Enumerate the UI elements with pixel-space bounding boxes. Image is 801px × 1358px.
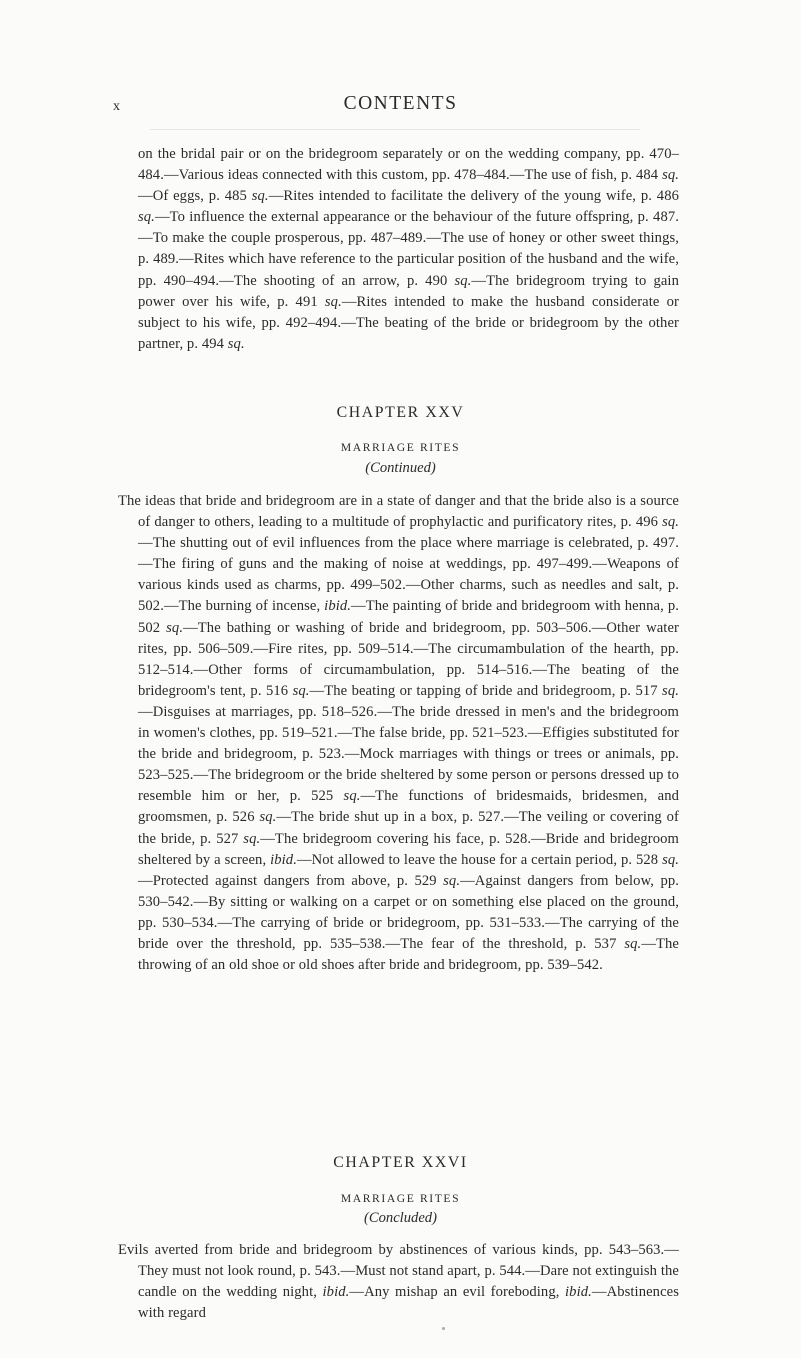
chapter-25-heading: CHAPTER XXV	[336, 404, 465, 421]
running-head	[0, 93, 801, 117]
chapter-26-heading: CHAPTER XXVI	[333, 1154, 468, 1171]
chapter-26-note: (Concluded)	[364, 1210, 437, 1226]
chapter-26-summary: Evils averted from bride and bridegroom by abstinences of various kinds, pp. 543–563.—They must not look round, p. 543.—Must not stand apart, p. 544.—Dare not extinguish the candle on the wedding night, ibid.—Any mishap an evil foreboding, ibid.—Abstinences with regard	[118, 1242, 679, 1322]
running-title: CONTENTS	[343, 93, 458, 114]
chapter-25-note: (Continued)	[365, 460, 436, 476]
header-rule	[150, 129, 640, 130]
chapter-25-subheading: MARRIAGE RITES	[340, 441, 461, 454]
chapter-25-summary: The ideas that bride and bridegroom are in a state of danger and that the bride also is a source of danger to others, leading to a multitude of prophylactic and purificatory rites, p. 496 sq.—The shutting out of evil influences from the place where marriage is celebrated, p. 497.—The firing of guns and the making of noise at weddings, pp. 497–499.—Weapons of various kinds used as charms, pp. 499–502.—Other charms, such as needles and salt, p. 502.—The burning of incense, ibid.—The painting of bride and bridegroom with henna, p. 502 sq.—The bathing or washing of bride and bridegroom, pp. 503–506.—Other water rites, pp. 506–509.—Fire rites, pp. 509–514.—The circumambulation of the hearth, pp. 512–514.—Other forms of circumambulation, pp. 514–516.—The beating of the bridegroom's tent, p. 516 sq.—The beating or tapping of bride and bridegroom, p. 517 sq.—Disguises at marriages, pp. 518–526.—The bride dressed in men's and the bridegroom in women's clothes, pp. 519–521.—The false bride, pp. 521–523.—Effigies substituted for the bride and bridegroom, p. 523.—Mock marriages with things or trees or animals, pp. 523–525.—The bridegroom or the bride sheltered by some person or persons dressed up to resemble him or her, p. 525 sq.—The functions of bridesmaids, bridesmen, and groomsmen, p. 526 sq.—The bride shut up in a box, p. 527.—The veiling or covering of the bride, p. 527 sq.—The bridegroom covering his face, p. 528.—Bride and bridegroom sheltered by a screen, ibid.—Not allowed to leave the house for a certain period, p. 528 sq.—Protected against dangers from above, p. 529 sq.—Against dangers from below, pp. 530–542.—By sitting or walking on a carpet or on something else placed on the ground, pp. 530–534.—The carrying of bride or bridegroom, pp. 531–533.—The carrying of the bride over the threshold, pp. 535–538.—The fear of the threshold, p. 537 sq.—The throwing of an old shoe or old shoes after bride and bridegroom, pp. 539–542.	[118, 493, 680, 974]
contents-paragraph-continued: on the bridal pair or on the bridegroom separately or on the wedding company, pp. 470–484.—Various ideas connected with this custom, pp. 478–484.—The use of fish, p. 484 sq.—Of eggs, p. 485 sq.—Rites intended to facilitate the delivery of the young wife, p. 486 sq.—To influence the external appearance or the behaviour of the future offspring, p. 487.—To make the couple prosperous, pp. 487–489.—The use of honey or other sweet things, p. 489.—Rites which have reference to the particular position of the husband and the wife, pp. 490–494.—The shooting of an arrow, p. 490 sq.—The bridegroom trying to gain power over his wife, p. 491 sq.—Rites intended to make the husband considerate or subject to his wife, pp. 492–494.—The beating of the bride or bridegroom by the other partner, p. 494 sq.	[138, 146, 679, 352]
print-speck	[442, 1327, 445, 1330]
page-number: x	[113, 99, 121, 114]
chapter-26-subheading: MARRIAGE RITES	[340, 1192, 461, 1205]
